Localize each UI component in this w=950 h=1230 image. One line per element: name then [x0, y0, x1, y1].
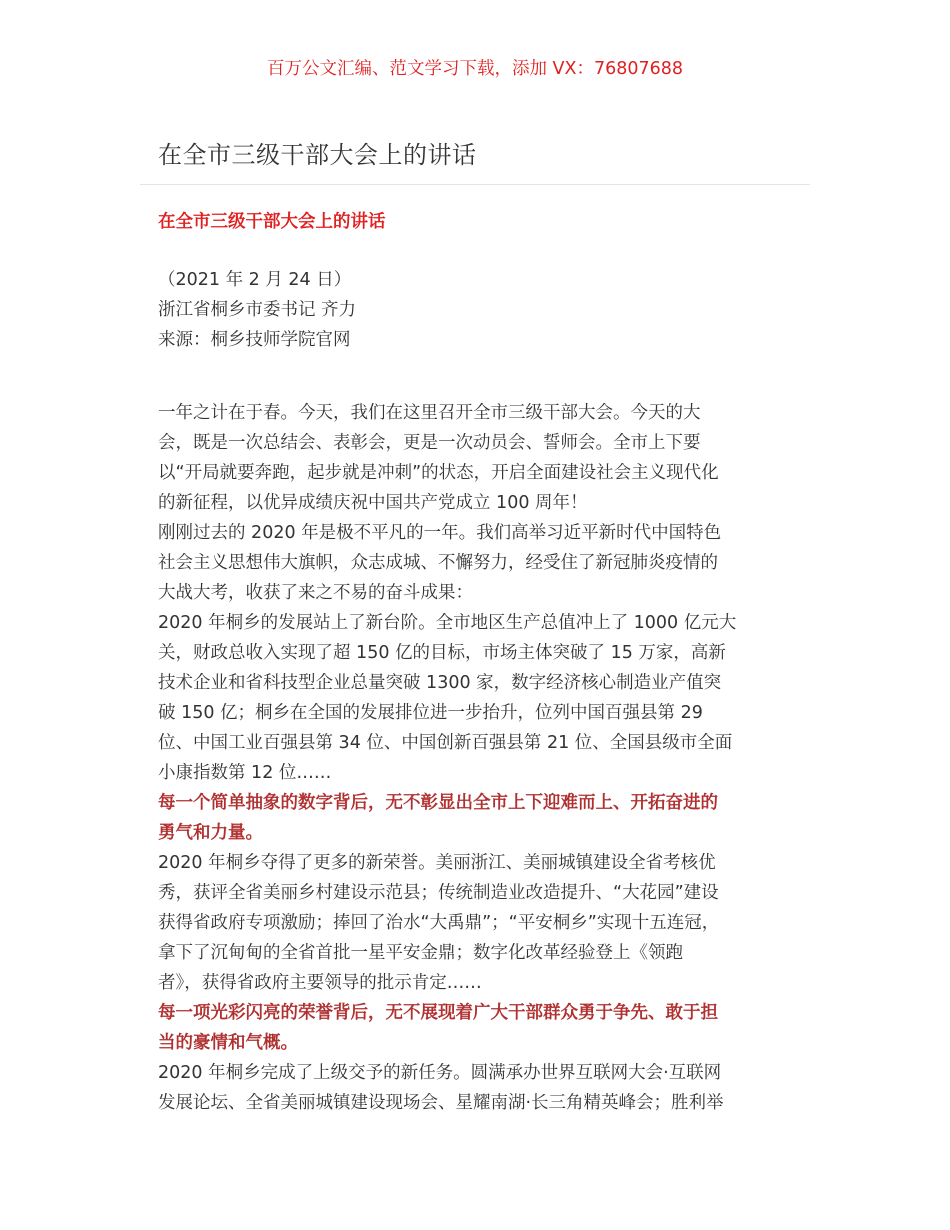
paragraph-line: 小康指数第 12 位……: [158, 763, 332, 783]
paragraph-line: 关，财政总收入实现了超 150 亿的目标，市场主体突破了 15 万家，高新: [158, 643, 726, 663]
paragraph-line: 秀，获评全省美丽乡村建设示范县；传统制造业改造提升、“大花园”建设: [158, 883, 719, 903]
article-subtitle: 在全市三级干部大会上的讲话: [158, 212, 386, 232]
paragraph-line: 以“开局就要奔跑，起步就是冲刺”的状态，开启全面建设社会主义现代化: [158, 463, 719, 483]
paragraph: [158, 398, 798, 518]
article-body: [158, 207, 798, 1118]
paragraph-line: 破 150 亿；桐乡在全国的发展排位进一步抬升，位列中国百强县第 29: [158, 703, 703, 723]
paragraph-list: [158, 398, 798, 1118]
paragraph-line: 2020 年桐乡夺得了更多的新荣誉。美丽浙江、美丽城镇建设全省考核优: [158, 853, 716, 873]
article-source: 来源：桐乡技师学院官网: [158, 330, 351, 350]
paragraph: [158, 848, 798, 998]
paragraph-line: 会，既是一次总结会、表彰会，更是一次动员会、誓师会。全市上下要: [158, 433, 701, 453]
page-title: 在全市三级干部大会上的讲话: [158, 141, 477, 169]
paragraph-line: 技术企业和省科技型企业总量突破 1300 家，数字经济核心制造业产值突: [158, 673, 722, 693]
paragraph-line: 发展论坛、全省美丽城镇建设现场会、星耀南湖·长三角精英峰会；胜利举: [158, 1093, 724, 1113]
title-divider: [140, 184, 810, 185]
article-author: 浙江省桐乡市委书记 齐力: [158, 300, 357, 320]
article-date: （2021 年 2 月 24 日）: [158, 270, 352, 290]
paragraph-line: 刚刚过去的 2020 年是极不平凡的一年。我们高举习近平新时代中国特色: [158, 523, 722, 543]
paragraph-line: 获得省政府专项激励；捧回了治水“大禹鼎”；“平安桐乡”实现十五连冠，: [158, 913, 720, 933]
highlight-paragraph: [158, 788, 798, 848]
paragraph: [158, 1058, 798, 1118]
paragraph-line: 每一个简单抽象的数字背后，无不彰显出全市上下迎难而上、开拓奋进的: [158, 793, 718, 813]
promo-banner: 百万公文汇编、范文学习下载，添加 VX：76807688: [266, 59, 684, 79]
paragraph-line: 2020 年桐乡的发展站上了新台阶。全市地区生产总值冲上了 1000 亿元大: [158, 613, 737, 633]
paragraph: [158, 518, 798, 608]
paragraph-line: 2020 年桐乡完成了上级交予的新任务。圆满承办世界互联网大会·互联网: [158, 1063, 722, 1083]
paragraph-line: 当的豪情和气概。: [158, 1033, 298, 1053]
highlight-paragraph: [158, 998, 798, 1058]
paragraph-line: 勇气和力量。: [158, 823, 263, 843]
paragraph-line: 拿下了沉甸甸的全省首批一星平安金鼎；数字化改革经验登上《领跑: [158, 943, 683, 963]
paragraph-line: 一年之计在于春。今天，我们在这里召开全市三级干部大会。今天的大: [158, 403, 701, 423]
paragraph: [158, 608, 798, 788]
paragraph-line: 每一项光彩闪亮的荣誉背后，无不展现着广大干部群众勇于争先、敢于担: [158, 1003, 718, 1023]
paragraph-line: 的新征程，以优异成绩庆祝中国共产党成立 100 周年！: [158, 493, 588, 513]
paragraph-line: 社会主义思想伟大旗帜，众志成城、不懈努力，经受住了新冠肺炎疫情的: [158, 553, 718, 573]
paragraph-line: 位、中国工业百强县第 34 位、中国创新百强县第 21 位、全国县级市全面: [158, 733, 733, 753]
paragraph-line: 者》，获得省政府主要领导的批示肯定……: [158, 973, 482, 993]
paragraph-line: 大战大考，收获了来之不易的奋斗成果：: [158, 583, 473, 603]
